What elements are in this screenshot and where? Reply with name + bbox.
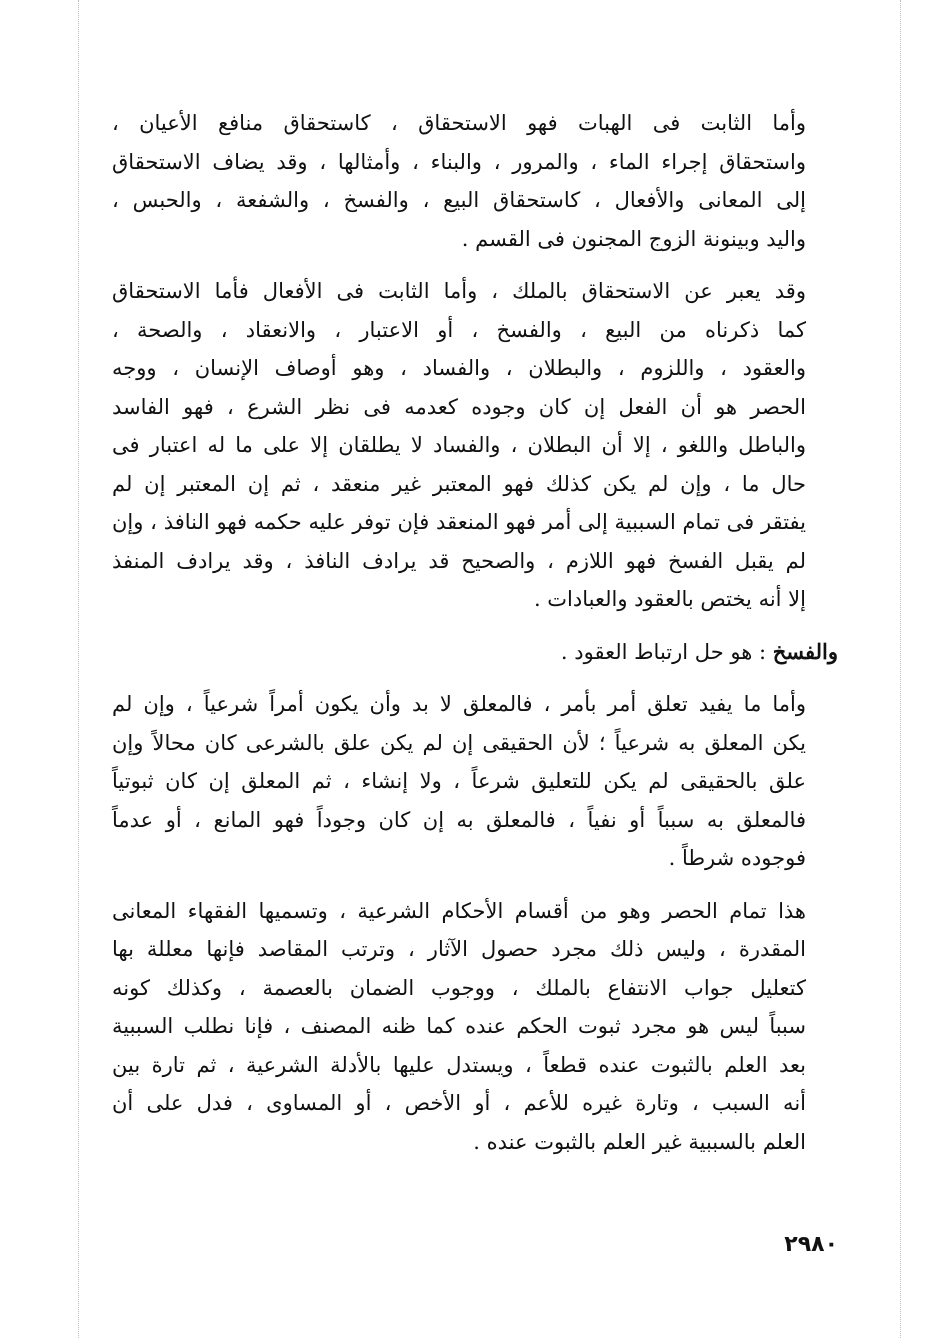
text-line: كتعليل جواب الانتفاع بالملك ، ووجوب الضمان بالعصمة ، وكذلك كونه bbox=[112, 975, 806, 1000]
definition-text: : هو حل ارتباط العقود . bbox=[560, 639, 773, 664]
text-line: سبباً ليس هو مجرد ثبوت الحكم عنده كما ظنه المصنف ، فإنا نطلب السببية bbox=[112, 1014, 806, 1038]
text-line: وأما ما يفيد تعلق أمر بأمر ، فالمعلق لا بد وأن يكون أمراً شرعياً ، وإن لم bbox=[112, 692, 806, 716]
term-fasakh: والفسخ bbox=[772, 638, 838, 664]
text-line: والباطل واللغو ، إلا أن البطلان ، والفساد لا يطلقان إلا على ما له اعتبار فى bbox=[112, 433, 806, 457]
text-line: بعد العلم بالثبوت عنده قطعاً ، ويستدل عليها بالأدلة الشرعية ، ثم تارة بين bbox=[112, 1052, 806, 1077]
text-line: والعقود ، واللزوم ، والبطلان ، والفساد ، وهو أوصاف الإنسان ، ووجه bbox=[112, 356, 806, 380]
text-line: العلم بالسببية غير العلم بالثبوت عنده . bbox=[473, 1129, 806, 1154]
text-line: أنه السبب ، وتارة غيره للأعم ، أو الأخص ، أو المساوى ، فدل على أن bbox=[112, 1091, 806, 1115]
paragraph-1 bbox=[112, 104, 838, 258]
text-line: إلى المعانى والأفعال ، كاستحقاق البيع ، والفسخ ، والشفعة ، والحبس ، bbox=[112, 188, 806, 212]
text-line: وقد يعبر عن الاستحقاق بالملك ، وأما الثابت فى الأفعال فأما الاستحقاق bbox=[112, 279, 806, 303]
text-line: إلا أنه يختص بالعقود والعبادات . bbox=[533, 587, 806, 611]
text-line: وأما الثابت فى الهبات فهو الاستحقاق ، كاستحقاق منافع الأعيان ، bbox=[112, 111, 806, 135]
text-line: يفتقر فى تمام السببية إلى أمر فهو المنعقد فإن توفر عليه حكمه فهو النافذ ، وإن bbox=[112, 510, 806, 534]
paragraph-3 bbox=[112, 685, 838, 878]
text-line: علق بالحقيقى لم يكن للتعليق شرعاً ، ولا إنشاء ، ثم المعلق إن كان ثبوتياً bbox=[112, 769, 806, 793]
text-line: الحصر هو أن الفعل إن كان وجوده كعدمه فى نظر الشرع ، فهو الفاسد bbox=[112, 394, 806, 419]
text-line: هذا تمام الحصر وهو من أقسام الأحكام الشرعية ، وتسميها الفقهاء المعانى bbox=[112, 898, 806, 923]
text-line: واستحقاق إجراء الماء ، والمرور ، والبناء ، وأمثالها ، وقد يضاف الاستحقاق bbox=[112, 149, 806, 174]
text-line: المقدرة ، وليس ذلك مجرد حصول الآثار ، وترتب المقاصد فإنها معللة بها bbox=[112, 937, 806, 961]
page-number: ٢٩٨٠ bbox=[784, 1232, 838, 1257]
right-margin-guide bbox=[900, 0, 901, 1338]
text-line: حال ما ، وإن لم يكن كذلك فهو المعتبر غير منعقد ، ثم إن المعتبر إن لم bbox=[112, 471, 806, 496]
text-line: لم يقبل الفسخ فهو اللازم ، والصحيح قد يرادف النافذ ، وقد يرادف المنفذ bbox=[112, 548, 806, 573]
body-text bbox=[112, 104, 838, 1175]
definition-line bbox=[112, 633, 838, 672]
left-margin-guide bbox=[78, 0, 79, 1338]
paragraph-2 bbox=[112, 272, 838, 619]
text-line: فالمعلق به سبباً أو نفياً ، فالمعلق به إن كان وجوداً فهو المانع ، أو عدماً bbox=[112, 807, 806, 832]
text-line: فوجوده شرطاً . bbox=[668, 846, 806, 870]
text-line: يكن المعلق به شرعياً ؛ لأن الحقيقى إن لم يكن علق بالشرعى كان محالاً وإن bbox=[112, 730, 806, 755]
text-line: واليد وبينونة الزوج المجنون فى القسم . bbox=[461, 226, 806, 251]
paragraph-4 bbox=[112, 892, 838, 1162]
text-line: كما ذكرناه من البيع ، والفسخ ، أو الاعتبار ، والانعقاد ، والصحة ، bbox=[112, 317, 806, 342]
paragraph-definition-fasakh bbox=[112, 633, 838, 672]
